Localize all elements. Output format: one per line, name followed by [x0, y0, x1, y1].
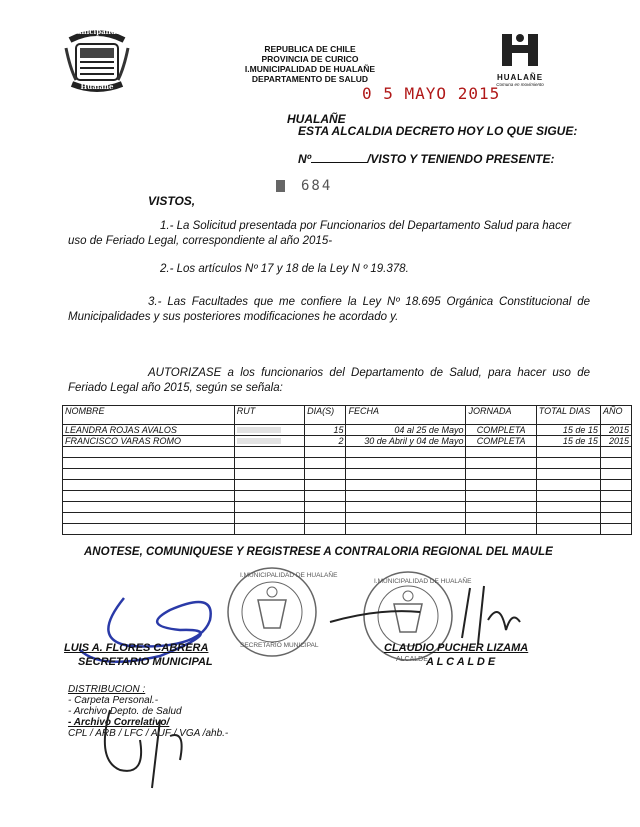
- decree-number-line: [298, 152, 554, 166]
- hualane-h-icon: [498, 32, 542, 68]
- col-anio: AÑO: [600, 406, 631, 425]
- signatures-and-seals: [0, 560, 640, 690]
- decree-number-suffix: /VISTO Y TENIENDO PRESENTE:: [367, 152, 555, 166]
- cell-fecha: 30 de Abril y 04 de Mayo: [346, 436, 466, 447]
- cell-nombre: FRANCISCO VARAS ROMO: [63, 436, 235, 447]
- document-header: [200, 44, 420, 84]
- right-signatory-name: CLAUDIO PUCHER LIZAMA: [384, 642, 529, 654]
- initials-signature-icon: [90, 700, 200, 790]
- right-signatory-title: A L C A L D E: [426, 656, 496, 668]
- table-row-empty: [63, 469, 632, 480]
- col-total-dias: TOTAL DIAS: [536, 406, 600, 425]
- table-row: [63, 436, 632, 447]
- decree-place: HUALAÑE: [287, 112, 346, 126]
- crest-top-text: Municipalidad: [68, 27, 126, 36]
- autorizase-paragraph: AUTORIZASE a los funcionarios del Departamento de Salud, para hacer uso de Feriado Legal año 2015, según se señala:: [68, 367, 590, 394]
- cell-fecha: 04 al 25 de Mayo: [346, 425, 466, 436]
- col-rut: RUT: [234, 406, 304, 425]
- table-row-empty: [63, 524, 632, 535]
- crest-bottom-text: Hualañe: [80, 82, 114, 91]
- feriado-table: [62, 405, 632, 535]
- right-seal-top-text: I.MUNICIPALIDAD DE HUALAÑE: [374, 578, 472, 585]
- table-row-empty: [63, 502, 632, 513]
- cell-jornada: COMPLETA: [466, 425, 536, 436]
- cell-dias: 2: [305, 436, 346, 447]
- decree-intro: ESTA ALCALDIA DECRETO HOY LO QUE SIGUE:: [298, 124, 578, 138]
- stamp-mark-icon: [276, 180, 285, 192]
- cell-nombre: LEANDRA ROJAS AVALOS: [63, 425, 235, 436]
- closing-statement: ANOTESE, COMUNIQUESE Y REGISTRESE A CONTRALORIA REGIONAL DEL MAULE: [84, 546, 553, 558]
- table-row: [63, 425, 632, 436]
- date-stamp: 0 5 MAYO 2015: [362, 84, 501, 103]
- hualane-logo-name: HUALAÑE: [496, 73, 544, 82]
- distribution-item: - Carpeta Personal.-: [68, 695, 159, 706]
- municipal-crest-logo: [62, 24, 132, 96]
- col-nombre: NOMBRE: [63, 406, 235, 425]
- distribution-item: - Archivo Correlativo/: [68, 717, 170, 728]
- cell-rut-redacted: [234, 425, 304, 436]
- vistos-item-3: 3.- Las Facultades que me confiere la Ley Nº 18.695 Orgánica Constitucional de Municipalidades y sus posteriores modificaciones he acordado y.: [68, 296, 590, 323]
- hualane-logo: [490, 32, 550, 92]
- left-seal-top-text: I.MUNICIPALIDAD DE HUALAÑE: [240, 572, 338, 579]
- vistos-title: VISTOS,: [148, 194, 196, 208]
- distribution-item: - Archivo Depto. de Salud: [68, 706, 182, 717]
- cell-total-dias: 15 de 15: [536, 436, 600, 447]
- col-fecha: FECHA: [346, 406, 466, 425]
- header-line-2: PROVINCIA DE CURICO: [261, 54, 359, 64]
- cell-anio: 2015: [600, 425, 631, 436]
- table-row-empty: [63, 513, 632, 524]
- distribution-initials: CPL / ARB / LFC / AUF / VGA /ahb.-: [68, 728, 229, 739]
- table-row-empty: [63, 458, 632, 469]
- vistos-item-2: 2.- Los artículos Nº 17 y 18 de la Ley N º 19.378.: [160, 263, 409, 275]
- header-line-4: DEPARTAMENTO DE SALUD: [251, 74, 369, 84]
- cell-anio: 2015: [600, 436, 631, 447]
- cell-dias: 15: [305, 425, 346, 436]
- hualane-logo-tagline: Comuna en movimiento: [496, 82, 544, 87]
- cell-total-dias: 15 de 15: [536, 425, 600, 436]
- cell-jornada: COMPLETA: [466, 436, 536, 447]
- stamped-decree-number: [276, 178, 332, 194]
- cell-rut-redacted: [234, 436, 304, 447]
- left-signatory-title: SECRETARIO MUNICIPAL: [78, 656, 213, 668]
- col-jornada: JORNADA: [466, 406, 536, 425]
- table-header-row: [63, 406, 632, 425]
- decree-number-blank: [311, 162, 367, 163]
- right-signature-icon: [330, 586, 520, 644]
- table-row-empty: [63, 491, 632, 502]
- header-line-1: REPUBLICA DE CHILE: [264, 44, 356, 54]
- left-seal-bottom-text: SECRETARIO MUNICIPAL: [240, 642, 319, 649]
- table-row-empty: [63, 480, 632, 491]
- distribution-title: DISTRIBUCION :: [68, 684, 146, 695]
- header-line-3: I.MUNICIPALIDAD DE HUALAÑE: [244, 64, 376, 74]
- table-row-empty: [63, 447, 632, 458]
- right-seal-bottom-text: ALCALDE: [396, 656, 428, 663]
- stamp-number: 684: [301, 178, 333, 194]
- decree-number-prefix: Nº: [298, 152, 312, 166]
- vistos-item-1: 1.- La Solicitud presentada por Funcionarios del Departamento Salud para hacer uso de Feriado Legal, correspondiente al año 2015-: [68, 220, 572, 247]
- left-signatory-name: LUIS A. FLORES CABRERA: [64, 642, 209, 654]
- col-dias: DIA(S): [305, 406, 346, 425]
